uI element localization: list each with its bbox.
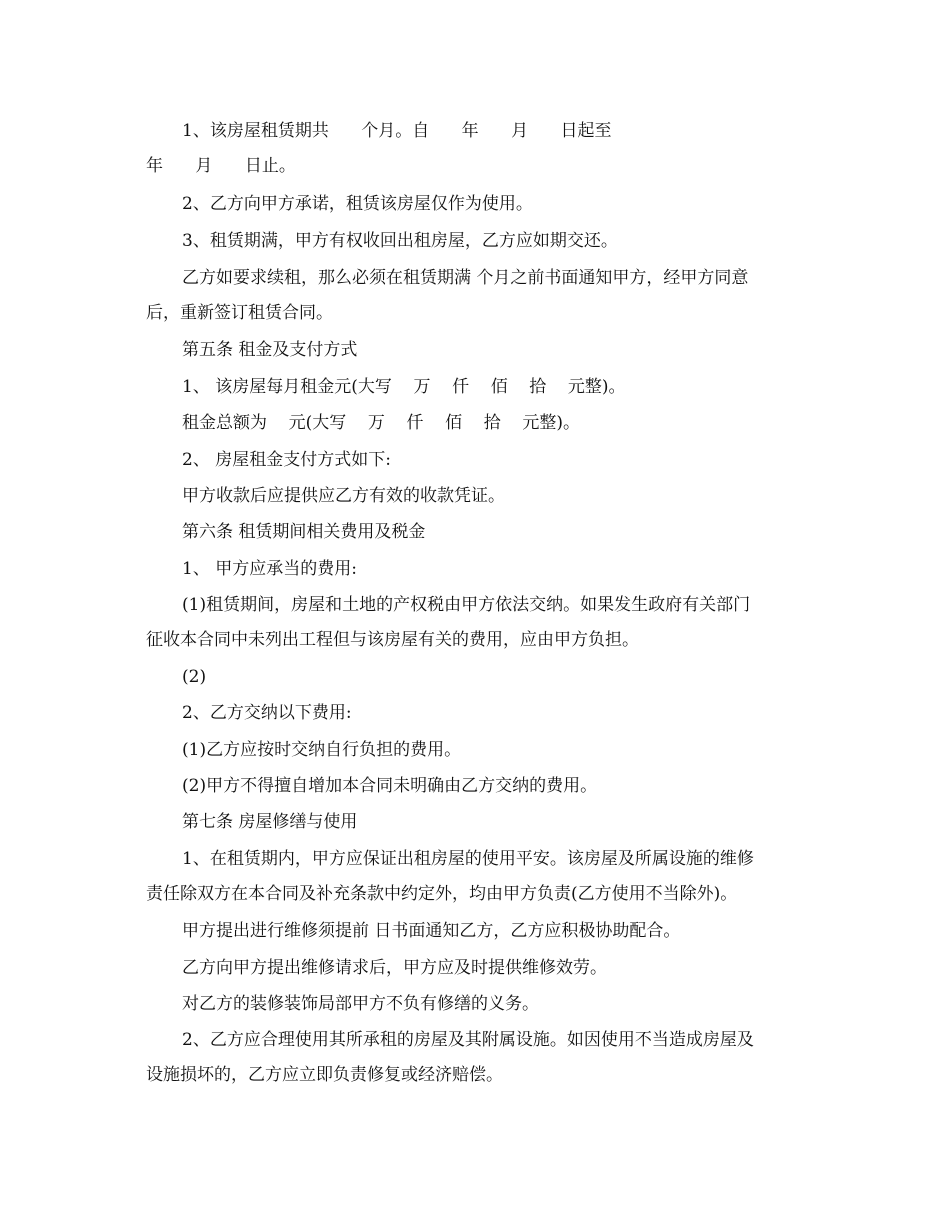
paragraph-line: 3、租赁期满，甲方有权收回出租房屋，乙方应如期交还。 — [182, 231, 618, 251]
paragraph-line: 责任除双方在本合同及补充条款中约定外，均由甲方负责(乙方使用不当除外)。 — [146, 884, 738, 904]
paragraph-line: 征收本合同中未列出工程但与该房屋有关的费用，应由甲方负担。 — [146, 630, 639, 650]
paragraph-line: 设施损坏的，乙方应立即负责修复或经济赔偿。 — [146, 1065, 503, 1085]
paragraph-line: 2、乙方向甲方承诺，租赁该房屋仅作为使用。 — [182, 194, 533, 214]
paragraph-line: 乙方如要求续租，那么必须在租赁期满 个月之前书面通知甲方，经甲方同意 — [182, 268, 749, 288]
paragraph-line: 2、 房屋租金支付方式如下: — [182, 450, 391, 470]
paragraph-line: (2) — [182, 667, 207, 687]
paragraph-line: 1、该房屋租赁期共 个月。自 年 月 日起至 — [182, 121, 612, 141]
paragraph-line: 1、 甲方应承当的费用: — [182, 559, 357, 579]
paragraph-line: 乙方向甲方提出维修请求后，甲方应及时提供维修效劳。 — [182, 958, 607, 978]
section-heading: 第六条 租赁期间相关费用及税金 — [182, 522, 426, 542]
paragraph-line: 2、乙方应合理使用其所承租的房屋及其附属设施。如因使用不当造成房屋及 — [182, 1030, 754, 1050]
paragraph-line: 租金总额为 元(大写 万 仟 佰 拾 元整)。 — [182, 413, 580, 433]
paragraph-line: (2)甲方不得擅自增加本合同未明确由乙方交纳的费用。 — [182, 776, 598, 796]
section-heading: 第五条 租金及支付方式 — [182, 340, 358, 360]
paragraph-line: 甲方提出进行维修须提前 日书面通知乙方，乙方应积极协助配合。 — [182, 921, 681, 941]
paragraph-line: 后，重新签订租赁合同。 — [146, 303, 333, 323]
paragraph-line: 1、 该房屋每月租金元(大写 万 仟 佰 拾 元整)。 — [182, 377, 626, 397]
paragraph-line: 年 月 日止。 — [146, 156, 296, 176]
paragraph-line: 甲方收款后应提供应乙方有效的收款凭证。 — [182, 486, 505, 506]
paragraph-line: 对乙方的装修装饰局部甲方不负有修缮的义务。 — [182, 994, 539, 1014]
paragraph-line: (1)租赁期间，房屋和土地的产权税由甲方依法交纳。如果发生政府有关部门 — [182, 595, 751, 615]
paragraph-line: 2、乙方交纳以下费用: — [182, 703, 352, 723]
paragraph-line: 1、在租赁期内，甲方应保证出租房屋的使用平安。该房屋及所属设施的维修 — [182, 849, 754, 869]
paragraph-line: (1)乙方应按时交纳自行负担的费用。 — [182, 740, 462, 760]
section-heading: 第七条 房屋修缮与使用 — [182, 812, 358, 832]
